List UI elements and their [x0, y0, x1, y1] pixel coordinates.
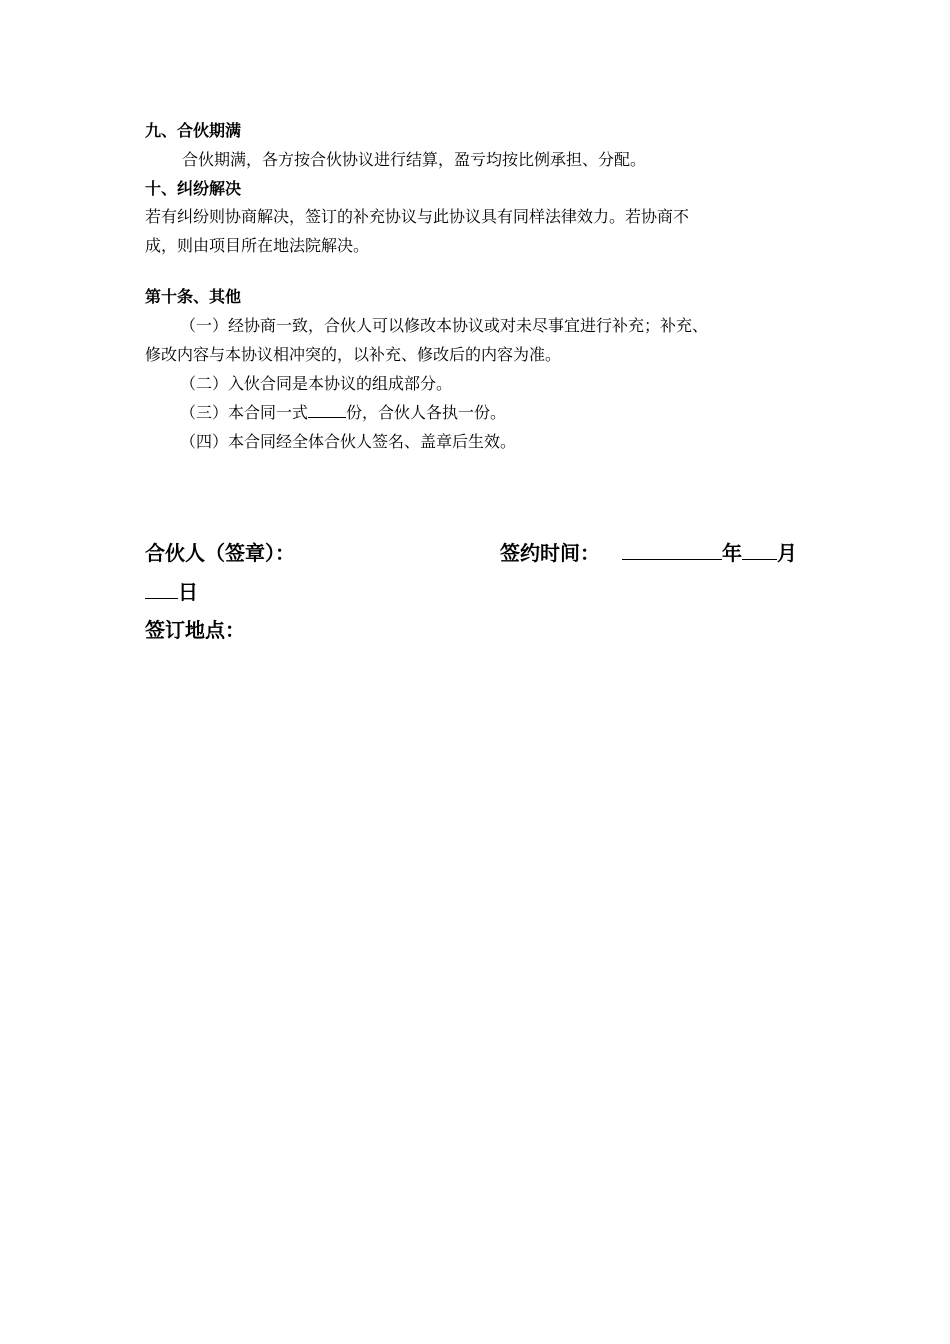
section-10-text-line1: 若有纠纷则协商解决，签订的补充协议与此协议具有同样法律效力。若协商不: [145, 207, 690, 226]
day-label: 日: [178, 580, 198, 604]
article-10-item1-line1: （一）经协商一致，合伙人可以修改本协议或对未尽事宜进行补充；补充、: [180, 316, 709, 335]
section-heading-9: 九、合伙期满: [145, 121, 242, 140]
article-10-item3: [180, 403, 506, 423]
month-label: 月: [777, 541, 797, 565]
article-10-item4: （四）本合同经全体合伙人签名、盖章后生效。: [180, 432, 517, 451]
article-10-item2: （二）入伙合同是本协议的组成部分。: [180, 374, 453, 393]
article-heading-10: 第十条、其他: [145, 287, 242, 306]
article-10-item1-line2: 修改内容与本协议相冲突的，以补充、修改后的内容为准。: [145, 345, 562, 364]
item3-suffix: 份，合伙人各执一份。: [346, 403, 507, 422]
sign-date-row: [500, 540, 797, 566]
year-blank: [622, 541, 722, 560]
section-heading-10: 十、纠纷解决: [145, 179, 242, 198]
day-blank: [145, 580, 178, 599]
year-label: 年: [722, 541, 742, 565]
copies-blank: [308, 403, 346, 418]
section-9-text: 合伙期满，各方按合伙协议进行结算，盈亏均按比例承担、分配。: [182, 150, 647, 169]
partner-signature-label: 合伙人（签章）：: [145, 541, 295, 565]
month-blank: [742, 541, 777, 560]
section-10-text-line2: 成，则由项目所在地法院解决。: [145, 236, 370, 255]
sign-place-label: 签订地点：: [145, 618, 245, 642]
sign-date-label: 签约时间：: [500, 541, 600, 565]
sign-day-row: [145, 579, 198, 605]
item3-prefix: （三）本合同一式: [180, 403, 309, 422]
